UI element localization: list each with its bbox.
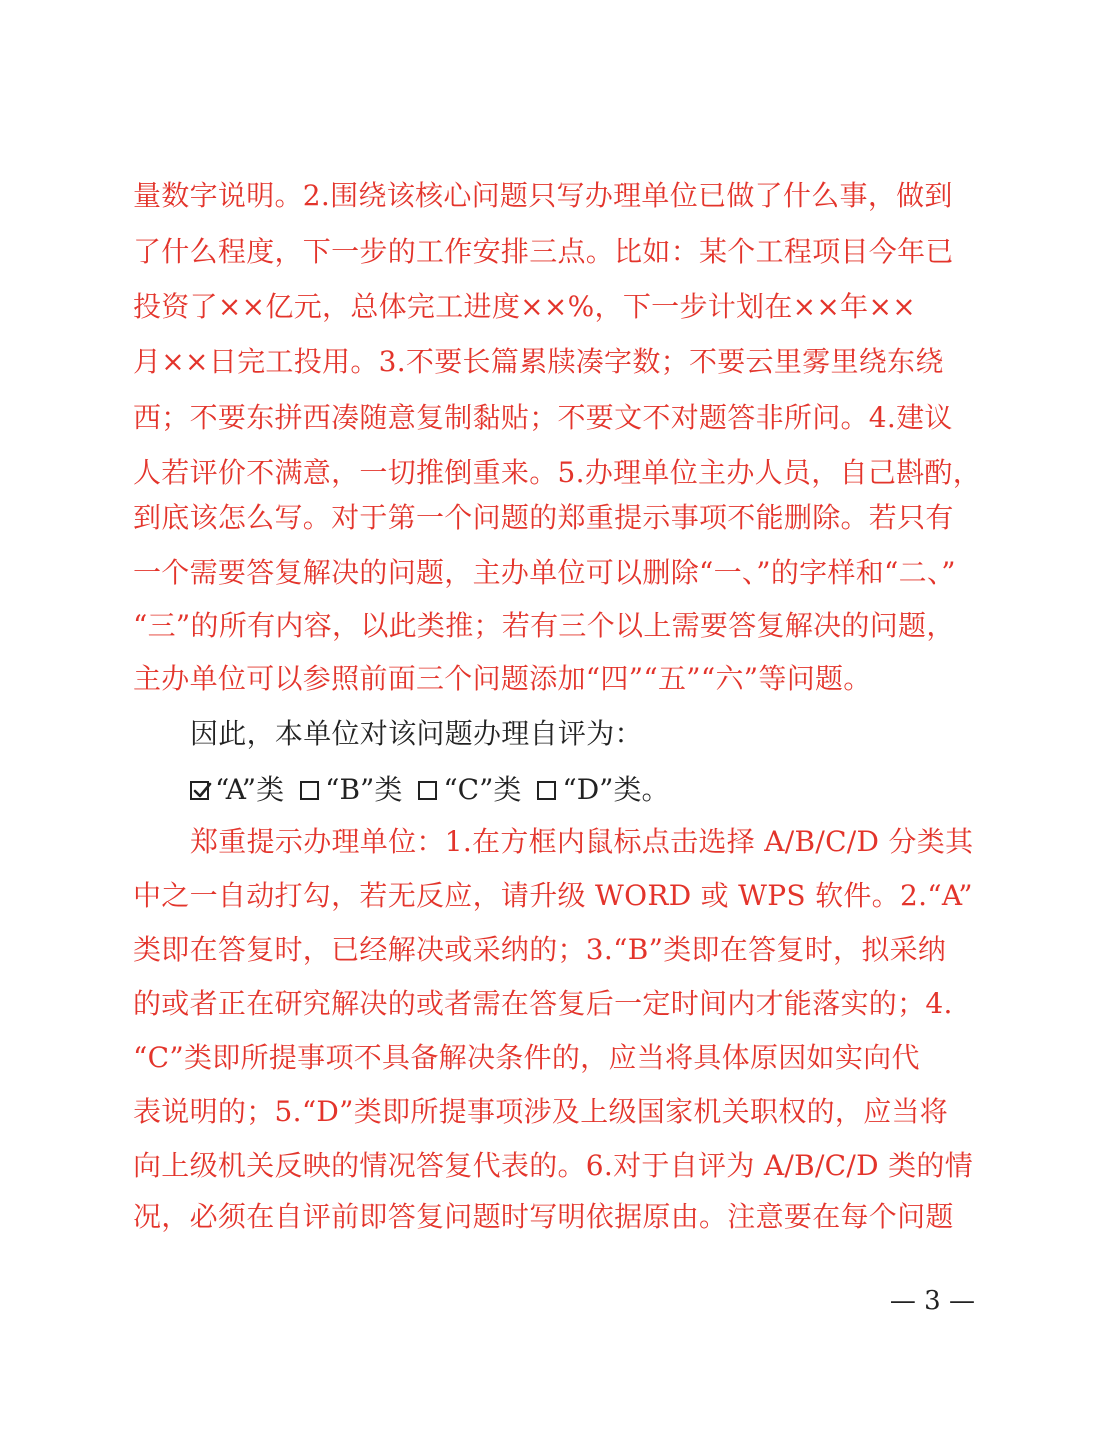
option-d-label: “D”类。 [562, 773, 670, 806]
paragraph2-line-5: “C”类即所提事项不具备解决条件的，应当将具体原因如实向代 [133, 1041, 920, 1074]
paragraph2-line-6: 表说明的；5.“D”类即所提事项涉及上级国家机关职权的，应当将 [133, 1095, 949, 1128]
paragraph1-line-1: 量数字说明。2.围绕该核心问题只写办理单位已做了什么事，做到 [133, 179, 953, 212]
checkmark-icon [191, 780, 213, 802]
option-c-label: “C”类 [443, 773, 522, 806]
paragraph2-line-3: 类即在答复时，已经解决或采纳的；3.“B”类即在答复时，拟采纳 [133, 933, 947, 966]
paragraph2-line-8: 况，必须在自评前即答复问题时写明依据原由。注意要在每个问题 [133, 1200, 954, 1233]
option-a-label: “A”类 [215, 773, 285, 806]
paragraph2-line-7: 向上级机关反映的情况答复代表的。6.对于自评为 A/B/C/D 类的情 [133, 1149, 973, 1182]
checkbox-d[interactable] [537, 781, 556, 800]
checkbox-c[interactable] [418, 781, 437, 800]
page-number: — 3 — [889, 1286, 975, 1316]
checkbox-b[interactable] [300, 781, 319, 800]
conclusion-line: 因此，本单位对该问题办理自评为： [190, 717, 643, 750]
paragraph1-line-7: 到底该怎么写。对于第一个问题的郑重提示事项不能删除。若只有 [133, 501, 954, 534]
paragraph2-line-1: 郑重提示办理单位：1.在方框内鼠标点击选择 A/B/C/D 分类其 [190, 825, 974, 858]
option-d[interactable] [537, 770, 669, 810]
checkbox-a[interactable] [190, 781, 209, 800]
evaluation-options [190, 770, 686, 810]
paragraph2-line-2: 中之一自动打勾，若无反应，请升级 WORD 或 WPS 软件。2.“A” [133, 879, 973, 912]
paragraph1-line-9: “三”的所有内容，以此类推；若有三个以上需要答复解决的问题， [133, 609, 955, 642]
paragraph1-line-10: 主办单位可以参照前面三个问题添加“四”“五”“六”等问题。 [133, 662, 872, 695]
paragraph1-line-5: 西；不要东拼西凑随意复制黏贴；不要文不对题答非所问。4.建议 [133, 401, 953, 434]
option-a[interactable] [190, 770, 284, 810]
paragraph1-line-8: 一个需要答复解决的问题，主办单位可以删除“一、”的字样和“二、” [133, 556, 956, 589]
paragraph1-line-2: 了什么程度，下一步的工作安排三点。比如：某个工程项目今年已 [133, 235, 954, 268]
paragraph1-line-4: 月××日完工投用。3.不要长篇累牍凑字数；不要云里雾里绕东绕 [133, 345, 944, 378]
option-b-label: “B”类 [325, 773, 403, 806]
paragraph1-line-6: 人若评价不满意，一切推倒重来。5.办理单位主办人员，自己斟酌， [133, 456, 982, 489]
paragraph2-line-4: 的或者正在研究解决的或者需在答复后一定时间内才能落实的；4. [133, 987, 953, 1020]
paragraph1-line-3: 投资了××亿元，总体完工进度××%，下一步计划在××年×× [133, 290, 916, 323]
option-b[interactable] [300, 770, 402, 810]
option-c[interactable] [418, 770, 521, 810]
